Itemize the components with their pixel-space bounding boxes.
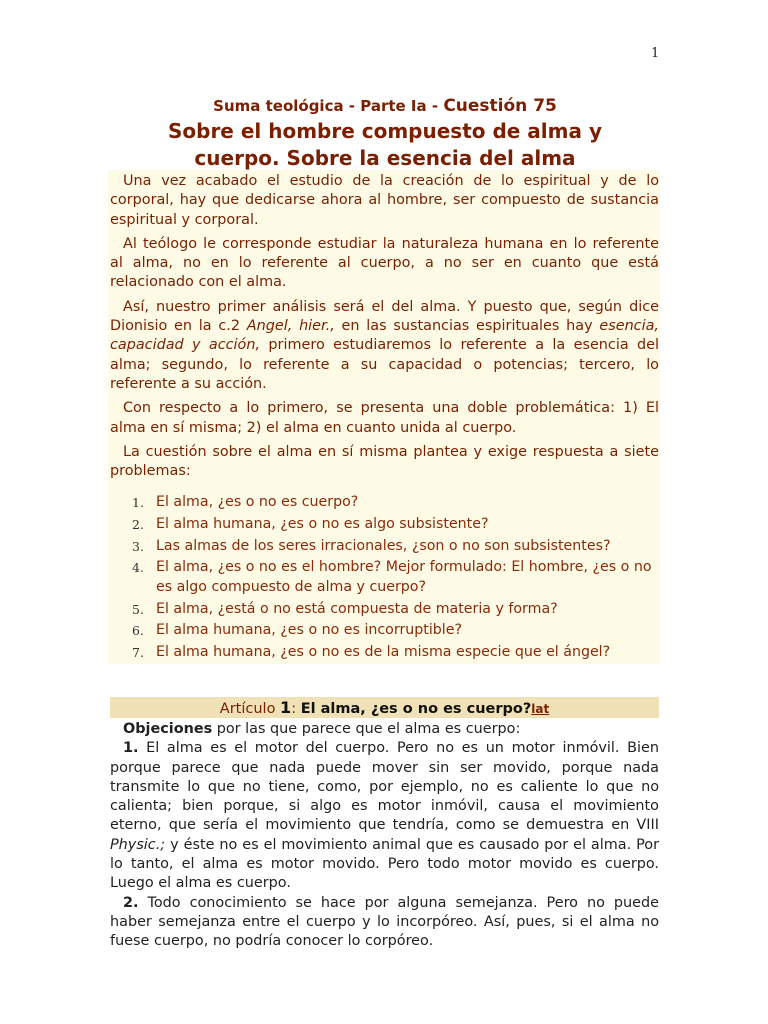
- list-text: El alma humana, ¿es o no es algo subsistente?: [156, 515, 489, 532]
- intro-p3-terms: esencia, capacidad y acción,: [110, 318, 659, 354]
- list-text: El alma, ¿está o no está compuesta de materia y forma?: [156, 600, 558, 617]
- article-colon: :: [291, 701, 301, 717]
- problem-list: [110, 493, 659, 665]
- list-item: [110, 643, 659, 662]
- list-item: [110, 621, 659, 640]
- list-number: 6.: [132, 623, 144, 639]
- list-item: [110, 558, 659, 597]
- objection-1: [110, 739, 659, 893]
- intro-p3-citation: Angel, hier.,: [246, 318, 335, 335]
- subtitle-part1: Suma teológica - Parte Ia -: [213, 97, 444, 115]
- list-number: 3.: [132, 538, 144, 554]
- list-item: [110, 515, 659, 534]
- intro-paragraph-1: Una vez acabado el estudio de la creación de lo espiritual y de lo corporal, hay que dedicarse ahora al hombre, ser compuesto de sustancia espiritual y corporal.: [110, 173, 659, 228]
- objection-1-text-c: y éste no es el movimiento animal que es causado por el alma. Por lo tanto, el alma es motor movido. Pero todo motor movido es cuerpo. Luego el alma es cuerpo.: [110, 836, 659, 892]
- objections-intro: [110, 720, 659, 739]
- list-item: [110, 600, 659, 619]
- subtitle-question: Cuestión 75: [443, 96, 557, 116]
- intro-paragraph-4: Con respecto a lo primero, se presenta una doble problemática: 1) El alma en sí misma; 2) el alma en cuanto unida al cuerpo.: [110, 400, 659, 436]
- page-title: [110, 118, 660, 172]
- list-text: Las almas de los seres irracionales, ¿son o no son subsistentes?: [156, 537, 611, 554]
- list-text: El alma, ¿es o no es el hombre? Mejor formulado: El hombre, ¿es o no es algo compuesto de alma y cuerpo?: [156, 559, 652, 595]
- intro-paragraph-3: [110, 298, 659, 394]
- page-number: 1: [651, 46, 660, 61]
- list-number: 4.: [132, 560, 144, 576]
- intro-text: [110, 172, 659, 486]
- objection-2-text: Todo conocimiento se hace por alguna semejanza. Pero no puede haber semejanza entre el cuerpo y lo incorpóreo. Así, pues, si el alma no fuese cuerpo, no podría conocer lo corpóreo.: [110, 894, 659, 950]
- list-number: 7.: [132, 645, 144, 661]
- objection-1-text-a: El alma es el motor del cuerpo. Pero no es un motor inmóvil. Bien porque parece que nada puede mover sin ser movido, porque nada transmite lo que no tiene, como, por ejemplo, no es caliente lo que no calienta; bien porque, si algo es motor inmóvil, causa el movimiento eterno, que sería el movimiento que tendría, como se demuestra en VIII: [110, 740, 659, 834]
- objections-intro-text: por las que parece que el alma es cuerpo:: [212, 721, 521, 737]
- title-line-2: cuerpo. Sobre la esencia del alma: [194, 146, 576, 170]
- list-item: [110, 493, 659, 512]
- objection-number: 2.: [123, 894, 139, 911]
- article-number: 1: [280, 698, 292, 717]
- list-number: 1.: [132, 495, 144, 510]
- article-heading: [110, 697, 659, 718]
- objection-1-citation: Physic.;: [110, 836, 166, 853]
- objections-label: Objeciones: [123, 721, 213, 737]
- article-prefix: Artículo: [219, 701, 281, 717]
- intro-paragraph-2: Al teólogo le corresponde estudiar la naturaleza humana en lo referente al alma, no en lo referente al cuerpo, a no ser en cuanto que está relacionado con el alma.: [110, 235, 659, 291]
- list-item: [110, 537, 659, 556]
- list-number: 2.: [132, 516, 144, 532]
- article-body: [110, 720, 659, 952]
- document-subtitle: [110, 96, 660, 116]
- intro-p3-a: Así, nuestro primer análisis será el del alma. Y puesto que, según dice Dionisio en la c.2: [110, 298, 659, 335]
- latin-link[interactable]: lat: [531, 702, 550, 716]
- article-title: El alma, ¿es o no es cuerpo?: [300, 701, 532, 717]
- list-text: El alma humana, ¿es o no es de la misma especie que el ángel?: [156, 644, 611, 661]
- list-number: 5.: [132, 601, 144, 617]
- list-text: El alma humana, ¿es o no es incorruptible?: [156, 622, 462, 639]
- intro-p3-c: en las sustancias espirituales hay: [334, 318, 600, 335]
- objection-number: 1.: [123, 740, 139, 757]
- title-line-1: Sobre el hombre compuesto de alma y: [167, 119, 602, 143]
- list-text: El alma, ¿es o no es cuerpo?: [156, 494, 359, 510]
- intro-p3-e: primero estudiaremos lo referente a la esencia del alma; segundo, lo referente a su capacidad o potencias; tercero, lo referente a su acción.: [110, 337, 659, 392]
- objection-2: [110, 894, 659, 952]
- intro-paragraph-5: La cuestión sobre el alma en sí misma plantea y exige respuesta a siete problemas:: [110, 443, 659, 480]
